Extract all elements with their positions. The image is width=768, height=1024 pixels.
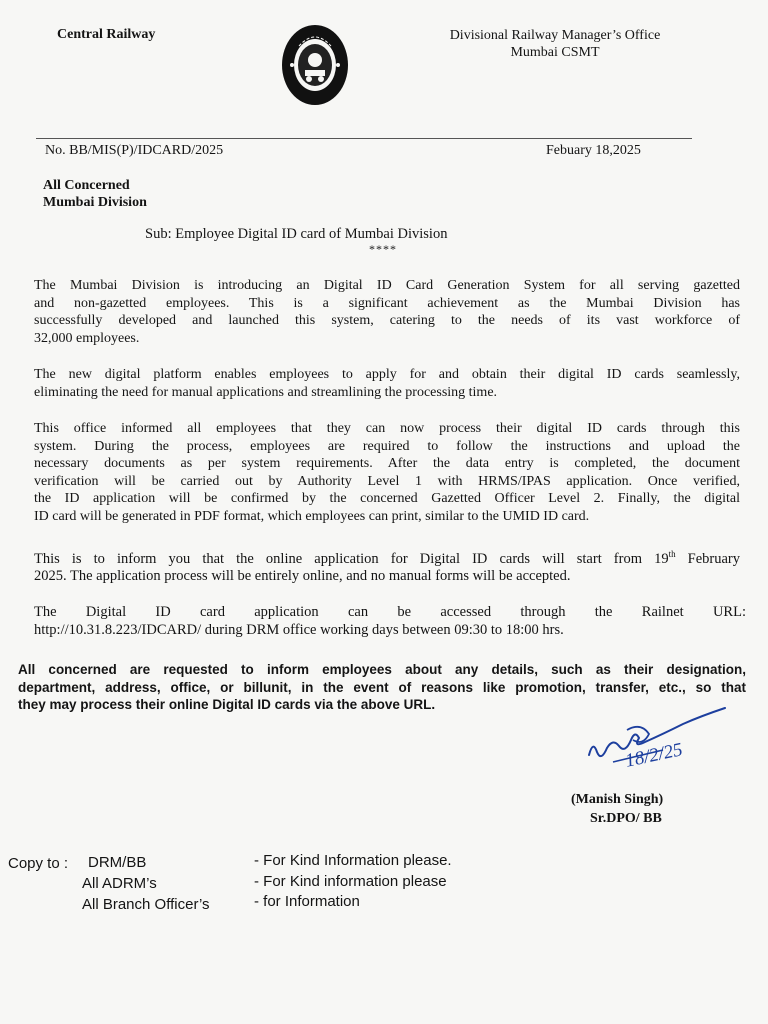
paragraph-line	[34, 546, 740, 568]
paragraph-line: The new digital platform enables employees to apply for and obtain their digital ID cards seamlessly,	[34, 367, 740, 382]
paragraph-line: verification will be carried out by Authority Level 1 with HRMS/IPAS application. Once verified,	[34, 473, 740, 489]
signature-date: 18/2/25	[623, 739, 685, 772]
letter-number: No. BB/MIS(P)/IDCARD/2025	[45, 143, 224, 158]
office-name: Divisional Railway Manager’s Office	[449, 28, 661, 43]
office-header	[420, 27, 690, 61]
paragraph-2	[34, 366, 740, 401]
addressee-line: Mumbai Division	[43, 195, 147, 210]
paragraph-line: This office informed all employees that they can now process their digital ID cards through this	[34, 421, 740, 436]
copy-note: - For Kind Information please.	[254, 852, 452, 869]
paragraph-4	[34, 546, 740, 586]
start-month-text: February	[675, 550, 741, 567]
railnet-url-line: http://10.31.8.223/IDCARD/ during DRM office working days between 09:30 to 18:00 hrs.	[34, 621, 564, 638]
subject-separator: ****	[369, 242, 397, 256]
paragraph-line: necessary documents as per system requirements. After the data entry is completed, the document	[34, 456, 740, 471]
copy-recipient: DRM/BB	[88, 854, 147, 871]
paragraph-line: the ID application will be confirmed by the concerned Gazetted Officer Level 2. Finally, the digital	[34, 491, 740, 506]
paragraph-line: and non-gazetted employees. This is a significant achievement as the Mumbai Division has	[34, 295, 740, 311]
paragraph-line: 32,000 employees.	[34, 330, 140, 346]
copy-recipient: All Branch Officer’s	[82, 896, 210, 913]
copy-to-label: Copy to :	[8, 855, 69, 872]
signatory-name: (Manish Singh)	[571, 792, 664, 807]
paragraph-1	[34, 277, 740, 347]
indian-railways-logo-icon	[281, 24, 349, 106]
copy-note: - for Information	[254, 893, 360, 910]
office-location: Mumbai CSMT	[510, 45, 600, 60]
paragraph-line: department, address, office, or billunit, in the event of reasons like promotion, transfer, etc., so that	[18, 679, 746, 695]
paragraph-line: they may process their online Digital ID cards via the above URL.	[18, 697, 436, 712]
paragraph-5	[34, 604, 746, 639]
start-date-text: This is to inform you that the online application for Digital ID cards will start from 19	[34, 550, 669, 567]
org-name: Central Railway	[57, 27, 156, 42]
paragraph-line: 2025. The application process will be entirely online, and no manual forms will be accepted.	[34, 568, 571, 585]
paragraph-line: system. During the process, employees are required to follow the instructions and upload the	[34, 438, 740, 454]
paragraph-line: The Mumbai Division is introducing an Digital ID Card Generation System for all serving gazetted	[34, 278, 740, 293]
addressee-line: All Concerned	[43, 178, 130, 193]
subject-line: Sub: Employee Digital ID card of Mumbai Division	[145, 226, 448, 242]
header-divider	[36, 138, 692, 139]
signatory-designation: Sr.DPO/ BB	[590, 811, 662, 826]
paragraph-line: All concerned are requested to inform employees about any details, such as their designation,	[18, 662, 746, 677]
paragraph-3	[34, 420, 740, 525]
ordinal-suffix: th	[668, 549, 676, 559]
paragraph-line: eliminating the need for manual applications and streamlining the processing time.	[34, 384, 498, 400]
paragraph-line: The Digital ID card application can be accessed through the Railnet URL:	[34, 604, 746, 620]
addressee	[43, 177, 147, 211]
letter-date: Febuary 18,2025	[546, 143, 641, 158]
paragraph-line: successfully developed and launched this system, catering to the needs of its vast workforce of	[34, 313, 740, 328]
copy-recipient: All ADRM’s	[82, 875, 157, 892]
paragraph-line: ID card will be generated in PDF format, which employees can print, similar to the UMID ID card.	[34, 508, 590, 524]
copy-note: - For Kind information please	[254, 873, 447, 890]
